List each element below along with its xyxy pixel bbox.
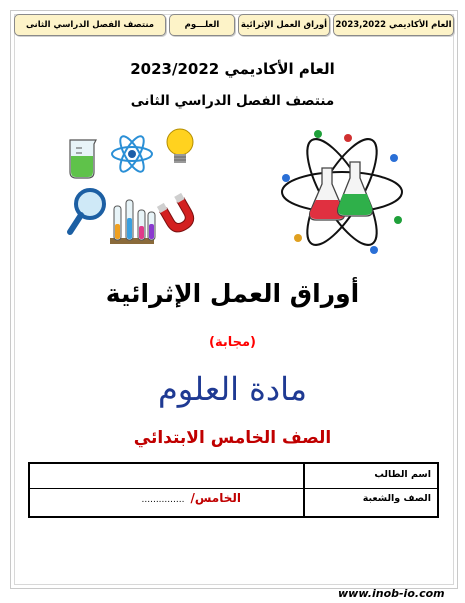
science-clipart-icon — [64, 120, 202, 260]
magnet-icon — [157, 193, 198, 236]
footer-url: www.inob-io.com — [338, 587, 445, 600]
tab-academic-year: العام الأكاديمي 2023,2022 — [333, 14, 454, 36]
student-name-label: اسم الطالب — [374, 469, 431, 480]
table-divider-vertical — [303, 464, 305, 516]
worksheet-title: أوراق العمل الإثرائية — [105, 279, 360, 308]
class-value: الخامس/ — [190, 491, 241, 505]
answered-label: (مجابة) — [209, 335, 256, 350]
tab-mid-second-semester: منتصف الفصل الدراسي الثانى — [14, 14, 166, 36]
header-tabs — [14, 14, 454, 36]
class-blank: ............... — [141, 495, 185, 505]
academic-year: العام الأكاديمي 2023/2022 — [130, 60, 335, 78]
semester: منتصف الفصل الدراسي الثانى — [130, 93, 335, 109]
atom-icon — [112, 133, 152, 175]
beaker-icon — [70, 140, 96, 178]
class-section-label: الصف والشعبة — [362, 493, 431, 504]
magnifier-icon — [70, 190, 104, 232]
tab-enrichment-worksheets: أوراق العمل الإثرائية — [238, 14, 330, 36]
class-section-value — [142, 491, 241, 505]
student-info-table — [28, 462, 439, 518]
table-divider-horizontal — [30, 488, 437, 489]
atom-flasks-icon — [278, 128, 406, 258]
tab-science: العلـــوم — [169, 14, 235, 36]
subject-title: مادة العلوم — [157, 370, 308, 408]
lightbulb-icon — [167, 129, 193, 163]
grade-label: الصف الخامس الابتدائي — [133, 428, 332, 448]
test-tubes-icon — [110, 200, 155, 244]
